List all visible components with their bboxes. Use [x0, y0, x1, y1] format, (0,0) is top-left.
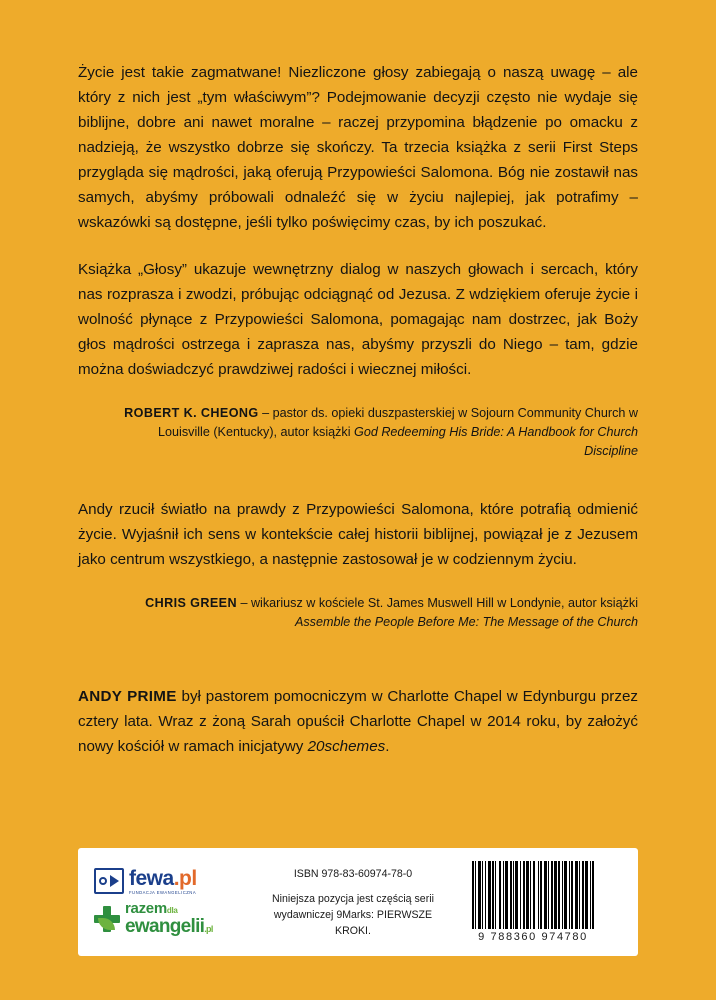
barcode	[442, 861, 628, 943]
razem-dla-ewangelii-logo	[94, 901, 264, 936]
fewa-subtitle: FUNDACJA EWANGELICZNA	[129, 889, 197, 895]
razem-line-2	[125, 916, 213, 937]
barcode-digits: 9 788360 974780	[478, 931, 588, 943]
endorser-name: ROBERT K. CHEONG	[124, 406, 259, 420]
author-bio-initiative: 20schemes	[307, 738, 386, 755]
blurb-paragraph-1: Życie jest takie zagmatwane! Niezliczone głosy zabiegają o naszą uwagę – ale który z nich jest „tym właściwym”? Podejmowanie decyzji często nie wydaje się biblijne, dobre ani nawet moralne – raczej przypomina błądzenie po omacku z nadzieją, że wszystko dobrze się skończy. Ta trzecia książka z serii First Steps przygląda się mądrości, jaką oferują Przypowieści Salomona. Bóg nie zostawił nas samych, abyśmy próbowali odnaleźć się w życiu najlepiej, jak potrafimy – wskazówki są dostępne, jeśli tylko poświęcimy czas, by ich poszukać.	[78, 64, 638, 231]
footer-panel	[78, 848, 638, 956]
razem-word: razem	[125, 900, 167, 918]
author-bio-text-before: był pastorem pomocniczym w Charlotte Chapel w Edynburgu przez cztery lata. Wraz z żoną Sarah opuścił Charlotte Chapel w 2014 roku, by założyć nowy kościół w ramach inicjatywy	[78, 688, 638, 755]
fewa-mark-icon	[94, 868, 124, 894]
endorser-name: CHRIS GREEN	[145, 596, 237, 610]
spacer	[78, 487, 638, 497]
endorser-role: – pastor ds. opieki duszpasterskiej w Sojourn Community Church w Louisville (Kentucky), autor książki	[158, 406, 638, 439]
author-name: ANDY PRIME	[78, 688, 177, 705]
author-bio	[78, 684, 638, 759]
series-note: Niniejsza pozycja jest częścią serii wydawniczej 9Marks: PIERWSZE KROKI.	[272, 892, 434, 937]
ewangelii-word: ewangelii	[125, 916, 205, 938]
fewa-logo	[94, 868, 264, 895]
endorser-work-title: Assemble the People Before Me: The Message of the Church	[294, 615, 638, 629]
fewa-wordmark	[129, 868, 197, 895]
blurb-paragraph-2: Książka „Głosy” ukazuje wewnętrzny dialog w naszych głowach i sercach, który nas rozprasza i zwodzi, próbując odciągnąć od Jezusa. Z wdziękiem oferuje życie i wolność płynące z Przypowieści Salomona, pomagając nam dostrzec, jak Boży głos mądrości ostrzega i zaprasza nas, abyśmy przyszli do Niego – tam, gdzie można doświadczyć prawdziwej radości i wiecznej miłości.	[78, 261, 638, 378]
spacer	[78, 658, 638, 684]
razem-dla: dla	[166, 906, 178, 916]
endorsement-attribution-1	[78, 404, 638, 461]
razem-line-1	[125, 900, 178, 917]
author-bio-text-after: .	[385, 738, 390, 755]
fewa-suffix: .pl	[173, 866, 197, 890]
endorser-work-title: God Redeeming His Bride: A Handbook for Church Discipline	[354, 425, 638, 458]
footer-text-block	[264, 866, 442, 939]
isbn-text: ISBN 978-83-60974-78-0	[293, 867, 413, 880]
fewa-word: fewa	[129, 866, 174, 890]
cross-leaf-icon	[94, 906, 120, 932]
publisher-logos	[88, 868, 264, 936]
barcode-bars	[472, 861, 594, 929]
razem-wordmark	[125, 901, 264, 936]
ewangelii-suffix: .pl	[204, 924, 213, 935]
blurb-paragraph-3: Andy rzucił światło na prawdy z Przypowieści Salomona, które potrafią odmienić życie. Wyjaśnił ich sens w kontekście całej historii biblijnej, powiązał je z Jezusem jako centrum wszystkiego, a następnie zastosował je w codziennym życiu.	[78, 501, 638, 568]
endorsement-attribution-2	[78, 594, 638, 632]
endorser-role: – wikariusz w kościele St. James Muswell Hill w Londynie, autor książki	[236, 596, 638, 610]
